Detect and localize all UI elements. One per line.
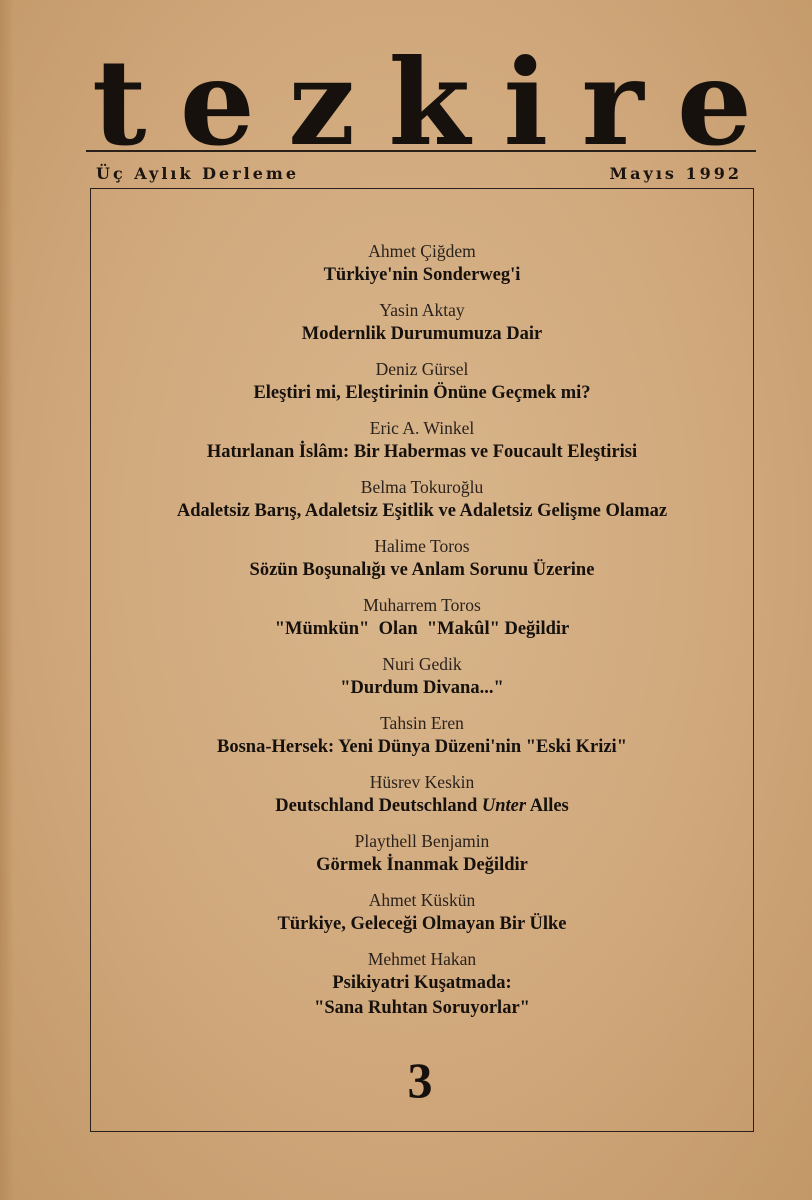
toc-entry [90,417,754,476]
article-title: Sözün Boşunalığı ve Anlam Sorunu Üzerine [249,560,595,580]
toc-entry [90,653,754,712]
author-name: Ahmet Çiğdem [368,241,476,261]
article-title: Türkiye'nin Sonderweg'i [323,265,521,285]
article-title: Hatırlanan İslâm: Bir Habermas ve Foucault Eleştirisi [206,442,638,462]
author-name: Deniz Gürsel [375,359,469,379]
author-name: Ahmet Küskün [368,890,476,910]
masthead-rule [86,150,756,152]
author-name: Halime Toros [374,536,470,556]
table-of-contents [90,240,754,1028]
author-name: Eric A. Winkel [369,418,475,438]
subline [96,161,742,185]
article-title: "Mümkün" Olan "Makûl" Değildir [274,619,570,639]
issue-number: 3 [407,1052,433,1108]
article-title: Eleştiri mi, Eleştirinin Önüne Geçmek mi? [253,383,591,403]
author-name: Hüsrev Keskin [369,772,475,792]
masthead-letter: t [92,33,147,172]
masthead-letter: i [503,33,549,172]
masthead-letter: k [388,33,471,172]
author-name: Muharrem Toros [363,595,481,615]
masthead-letter: e [179,33,255,172]
masthead-letter: z [288,33,356,172]
article-title-part: Alles [526,796,569,816]
article-title-emphasis: Unter [481,796,527,816]
toc-entry [90,299,754,358]
toc-entry [90,476,754,535]
periodical-type: Üç Aylık Derleme [96,163,299,183]
toc-entry [90,889,754,948]
toc-entry [90,712,754,771]
toc-entry [90,535,754,594]
article-title: Bosna-Hersek: Yeni Dünya Düzeni'nin "Eski Krizi" [217,737,627,757]
issue-date: Mayıs 1992 [609,163,742,183]
toc-entry [90,358,754,417]
author-name: Tahsin Eren [380,713,464,733]
toc-entry [90,771,754,830]
author-name: Playthell Benjamin [354,831,490,851]
author-name: Nuri Gedik [382,654,462,674]
article-title-part: Deutschland Deutschland [275,796,482,816]
author-name: Belma Tokuroğlu [360,477,484,497]
author-name: Yasin Aktay [379,300,465,320]
toc-entry [90,594,754,653]
masthead-letter: r [581,33,644,172]
article-title [90,794,754,819]
article-title: Modernlik Durumumuza Dair [301,324,543,344]
masthead-title [92,33,752,172]
article-title-line2: "Sana Ruhtan Soruyorlar" [314,998,530,1018]
article-title: Psikiyatri Kuşatmada: [332,973,512,993]
article-title: Görmek İnanmak Değildir [316,855,528,875]
toc-entry [90,240,754,299]
article-title: "Durdum Divana..." [340,678,504,698]
page-edge-shadow [0,0,14,1200]
toc-entry [90,830,754,889]
author-name: Mehmet Hakan [367,949,477,969]
masthead-letter: e [676,33,752,172]
article-title: Adaletsiz Barış, Adaletsiz Eşitlik ve Adaletsiz Gelişme Olamaz [176,501,668,521]
toc-entry [90,948,754,1028]
article-title: Türkiye, Geleceği Olmayan Bir Ülke [277,914,567,934]
